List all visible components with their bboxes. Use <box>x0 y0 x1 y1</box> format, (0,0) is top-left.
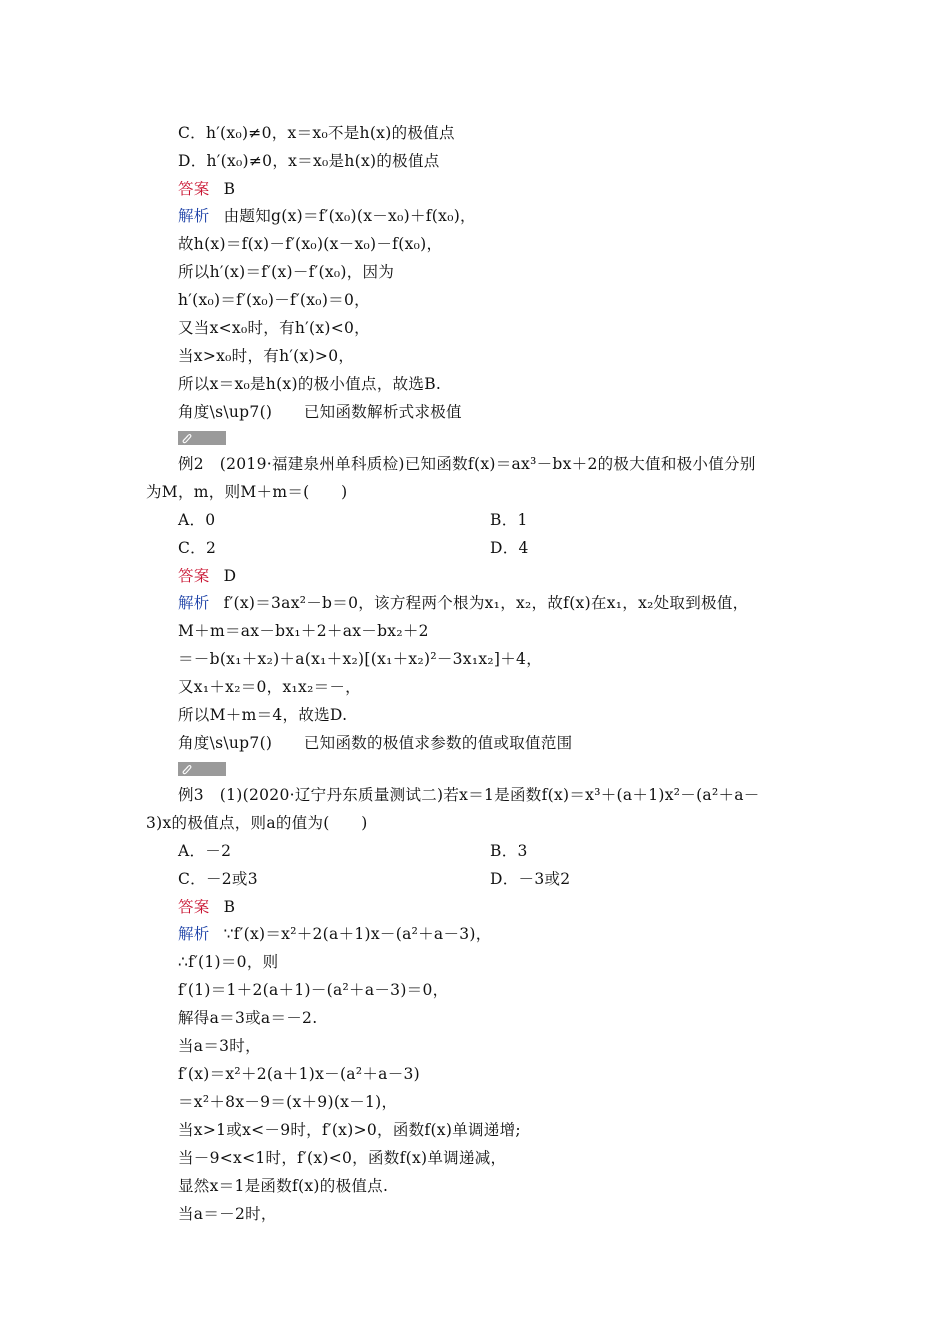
line-text: A．0 <box>178 511 216 529</box>
line-text: D <box>223 567 237 585</box>
text-line <box>178 621 429 641</box>
line-text: f′(x)＝3ax²－b＝0，该方程两个根为x₁，x₂，故f(x)在x₁，x₂处取到极值， <box>223 594 749 612</box>
section-marker-bar <box>178 431 226 445</box>
line-text: f′(x)＝x²＋2(a＋1)x－(a²＋a－3) <box>178 1065 420 1083</box>
paperclip-icon <box>181 763 193 775</box>
line-text: 例2 (2019·福建泉州单科质检)已知函数f(x)＝ax³－bx＋2的极大值和极小值分别 <box>178 455 756 473</box>
text-line <box>178 1176 388 1196</box>
text-line <box>178 566 236 586</box>
text-line <box>178 733 572 753</box>
line-text: 所以h′(x)＝f′(x)－f′(x₀)，因为 <box>178 263 395 281</box>
analysis-label: 解析 <box>178 207 210 225</box>
text-line <box>178 402 462 422</box>
line-text: B <box>223 898 236 916</box>
text-line <box>178 785 760 805</box>
answer-label: 答案 <box>178 180 210 198</box>
text-line <box>146 813 368 833</box>
line-text: 3)x的极值点，则a的值为( ) <box>146 814 368 832</box>
text-line <box>490 869 570 889</box>
text-line <box>178 593 748 613</box>
text-line <box>178 538 216 558</box>
line-text: 为M，m，则M＋m＝( ) <box>146 483 348 501</box>
text-line <box>178 1036 261 1056</box>
line-text: 所以x＝x₀是h(x)的极小值点，故选B. <box>178 375 442 393</box>
text-line <box>178 1148 506 1168</box>
answer-label: 答案 <box>178 898 210 916</box>
line-text: 当－9<x<1时，f′(x)<0，函数f(x)单调递减， <box>178 1149 507 1167</box>
text-line <box>178 705 347 725</box>
line-text: 故h(x)＝f(x)－f′(x₀)(x－x₀)－f(x₀)， <box>178 235 443 253</box>
line-text: C．2 <box>178 539 217 557</box>
text-line <box>178 1120 521 1140</box>
line-text: 又x₁＋x₂＝0，x₁x₂＝－， <box>178 678 361 696</box>
text-line <box>178 262 394 282</box>
text-line <box>490 538 529 558</box>
line-text: 所以M＋m＝4，故选D. <box>178 706 348 724</box>
text-line <box>178 454 756 474</box>
text-line <box>178 290 370 310</box>
line-text: M＋m＝ax－bx₁＋2＋ax－bx₂＋2 <box>178 622 429 640</box>
text-line <box>490 510 528 530</box>
line-text: 当a＝3时， <box>178 1037 261 1055</box>
text-line <box>178 980 448 1000</box>
text-line <box>178 151 440 171</box>
section-marker-bar <box>178 762 226 776</box>
text-line <box>146 482 347 502</box>
text-line <box>178 841 231 861</box>
line-text: h′(x₀)＝f′(x₀)－f′(x₀)＝0， <box>178 291 370 309</box>
text-line <box>178 1008 317 1028</box>
line-text: C．－2或3 <box>178 870 258 888</box>
text-line <box>178 510 215 530</box>
line-text: C．h′(x₀)≠0，x＝x₀不是h(x)的极值点 <box>178 124 455 142</box>
line-text: 显然x＝1是函数f(x)的极值点. <box>178 1177 389 1195</box>
text-line <box>178 123 455 143</box>
line-text: B．3 <box>490 842 528 860</box>
line-text: ＝－b(x₁＋x₂)＋a(x₁＋x₂)[(x₁＋x₂)²－3x₁x₂]＋4， <box>178 650 543 668</box>
line-text: B．1 <box>490 511 528 529</box>
line-text: A．－2 <box>178 842 232 860</box>
analysis-label: 解析 <box>178 925 210 943</box>
text-line <box>178 179 235 199</box>
text-line <box>178 897 235 917</box>
line-text: D．4 <box>490 539 529 557</box>
line-text: 角度\s\up7() 已知函数的极值求参数的值或取值范围 <box>178 734 573 752</box>
text-line <box>178 1064 420 1084</box>
line-text: D．h′(x₀)≠0，x＝x₀是h(x)的极值点 <box>178 152 440 170</box>
line-text: 当x>x₀时，有h′(x)>0， <box>178 347 355 365</box>
line-text: 角度\s\up7() 已知函数解析式求极值 <box>178 403 462 421</box>
line-text: ∴f′(1)＝0，则 <box>178 953 279 971</box>
text-line <box>178 869 258 889</box>
line-text: B <box>223 180 236 198</box>
line-text: 当x>1或x<－9时，f′(x)>0，函数f(x)单调递增; <box>178 1121 521 1139</box>
line-text: 当a＝－2时， <box>178 1205 277 1223</box>
text-line <box>178 677 361 697</box>
text-line <box>178 1092 397 1112</box>
line-text: ＝x²＋8x－9＝(x＋9)(x－1)， <box>178 1093 398 1111</box>
line-text: D．－3或2 <box>490 870 571 888</box>
line-text: 又当x<x₀时，有h′(x)<0， <box>178 319 370 337</box>
line-text: 解得a＝3或a＝－2. <box>178 1009 318 1027</box>
line-text: 例3 (1)(2020·辽宁丹东质量测试二)若x＝1是函数f(x)＝x³＋(a＋1)x²－(a²＋a－ <box>178 786 760 804</box>
text-line <box>178 1204 277 1224</box>
paperclip-icon <box>181 432 193 444</box>
text-line <box>178 649 542 669</box>
text-line <box>178 318 370 338</box>
text-line <box>178 206 476 226</box>
line-text: f′(1)＝1＋2(a＋1)－(a²＋a－3)＝0， <box>178 981 449 999</box>
text-line <box>178 924 492 944</box>
line-text: 由题知g(x)＝f′(x₀)(x－x₀)＋f(x₀)， <box>223 207 476 225</box>
text-line <box>178 952 278 972</box>
text-line <box>178 234 442 254</box>
analysis-label: 解析 <box>178 594 210 612</box>
text-line <box>490 841 528 861</box>
line-text: ∵f′(x)＝x²＋2(a＋1)x－(a²＋a－3)， <box>223 925 492 943</box>
answer-label: 答案 <box>178 567 210 585</box>
text-line <box>178 346 354 366</box>
text-line <box>178 374 441 394</box>
